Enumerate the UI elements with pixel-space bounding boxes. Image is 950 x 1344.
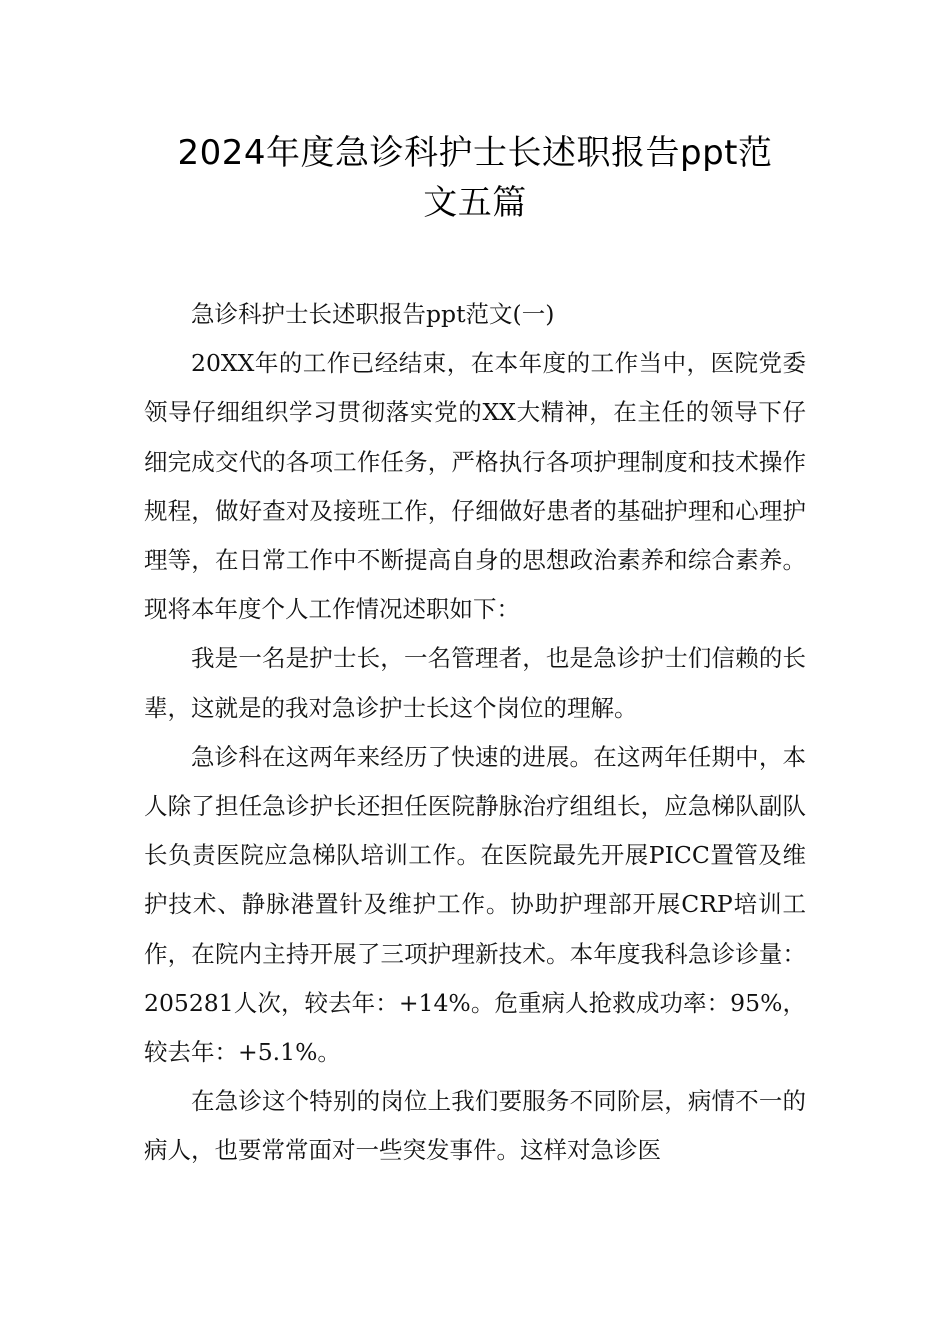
title-line-2: 文五篇 [423,183,527,223]
paragraph-heading: 急诊科护士长述职报告ppt范文(一) [191,300,555,328]
document-body [144,290,806,1176]
paragraph-service: 在急诊这个特别的岗位上我们要服务不同阶层，病情不一的病人，也要常常面对一些突发事件。这样对急诊医 [144,1087,806,1165]
document-title [144,128,806,228]
paragraph-role: 我是一名是护士长，一名管理者，也是急诊护士们信赖的长辈，这就是的我对急诊护士长这个岗位的理解。 [144,644,806,722]
paragraph-development: 急诊科在这两年来经历了快速的进展。在这两年任期中，本人除了担任急诊护长还担任医院静脉治疗组组长，应急梯队副队长负责医院应急梯队培训工作。在医院最先开展PICC置管及维护技术、静脉港置针及维护工作。协助护理部开展CRP培训工作，在院内主持开展了三项护理新技术。本年度我科急诊诊量：205281人次，较去年：+14%。危重病人抢救成功率：95%，较去年：+5.1%。 [144,742,806,1067]
paragraph-intro: 20XX年的工作已经结束，在本年度的工作当中，医院党委领导仔细组织学习贯彻落实党的XX大精神，在主任的领导下仔细完成交代的各项工作任务，严格执行各项护理制度和技术操作规程，做好查对及接班工作，仔细做好患者的基础护理和心理护理等，在日常工作中不断提高自身的思想政治素养和综合素养。现将本年度个人工作情况述职如下： [144,349,806,624]
title-line-1: 2024年度急诊科护士长述职报告ppt范 [177,133,773,173]
